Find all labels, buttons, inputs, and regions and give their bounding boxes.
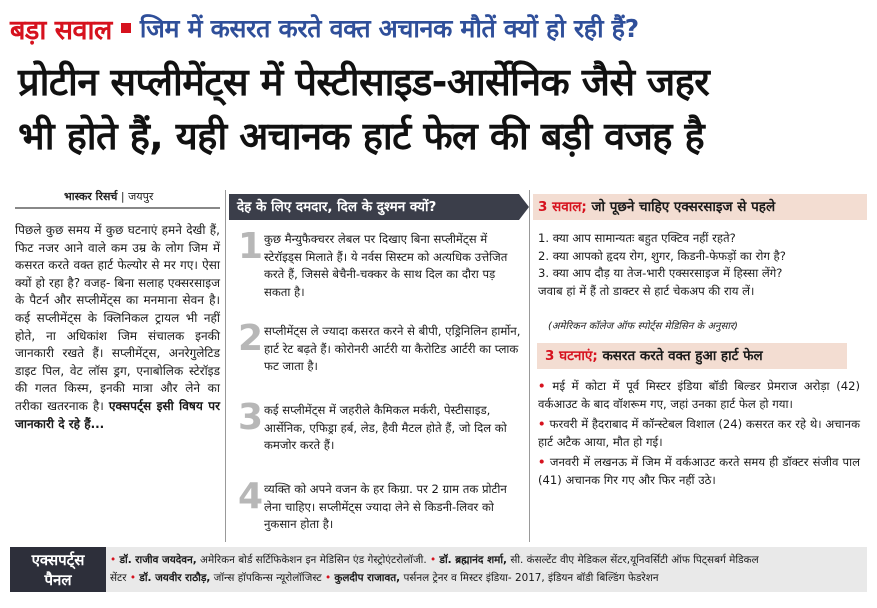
incident-text: फरवरी में हैदराबाद में कॉन्स्टेबल विशाल (24) कसरत कर रहे थे। अचानक हार्ट अटैक आया, मौत हो गई।	[538, 417, 860, 449]
incident-text: मई में कोटा में पूर्व मिस्टर इंडिया बॉडी बिल्डर प्रेमराज अरोड़ा (42) वर्कआउट के बाद वॉशरूम गए, जहां उनका हार्ट फेल हो गया।	[538, 379, 860, 411]
expert-credential: सी. कंसल्टेंट वीए मेडिकल सेंटर,यूनिवर्सिटी ऑफ पिट्सबर्ग मेडिकल	[510, 554, 759, 566]
question-item: 3. क्या आप दौड़ या तेज-भारी एक्सरसाइज में हिस्सा लेंगे?	[538, 266, 783, 280]
byline-separator: |	[120, 190, 129, 203]
questions-heading-text: जो पूछने चाहिए एक्सरसाइज से पहले	[591, 199, 776, 215]
bullet-icon: •	[110, 554, 120, 566]
expert-name: डॉ. जयवीर राठौड़,	[139, 572, 211, 584]
reason-text: कुछ मैन्युफैक्चरर लेबल पर दिखाए बिना सप्लीमेंट्स में स्टेरॉइड्स मिलाते हैं। ये नर्वस सिस्टम को अत्यधिक उत्तेजित करते हैं, जिससे बेचैनी-चक्कर के साथ दिल का दौरा पड़ सकता है।	[264, 232, 508, 299]
bullet-icon: •	[429, 554, 440, 566]
experts-badge-line-1: एक्सपर्ट्स	[31, 551, 85, 569]
incident-item	[538, 416, 860, 451]
expert-credential: पर्सनल ट्रेनर व मिस्टर इंडिया- 2017, इंडियन बॉडी बिल्डिंग फेडरेशन	[403, 572, 659, 584]
reason-text: कई सप्लीमेंट्स में जहरीले कैमिकल मर्करी, पेस्टीसाइड, आर्सेनिक, एफिड्रा हर्ब, लेड, हैवी मैटल होते हैं, जो दिल को कमजोर करते हैं।	[264, 403, 507, 452]
bullet-icon: •	[129, 572, 140, 584]
kicker-question: जिम में कसरत करते वक्त अचानक मौतें क्यों हो रही हैं?	[139, 14, 639, 43]
expert-credential: अमेरिकन बोर्ड सर्टिफिकेशन इन मेडिसिन एंड गेस्ट्रोएंटरोलॉजी.	[200, 554, 427, 566]
byline	[64, 189, 153, 204]
experts-list	[110, 551, 862, 587]
experts-badge-line-2: पैनल	[44, 571, 72, 589]
bullet-icon: •	[538, 379, 553, 393]
expert-name: डॉ. राजीव जयदेवन,	[119, 554, 197, 566]
reason-text: व्यक्ति को अपने वजन के हर किग्रा. पर 2 ग्राम तक प्रोटीन लेना चाहिए। सप्लीमेंट्स ज्यादा लेने से किडनी-लिवर को नुकसान होता है।	[264, 482, 507, 531]
experts-line-2	[110, 569, 862, 587]
bullet-icon: •	[538, 455, 550, 469]
headline-line-2: भी होते हैं, यही अचानक हार्ट फेल की बड़ी वजह है	[18, 114, 705, 158]
expert-credential: सेंटर	[110, 572, 127, 584]
incident-item	[538, 454, 860, 489]
intro-body: पिछले कुछ समय में कुछ घटनाएं हमने देखी हैं, फिट नजर आने वाले कम उम्र के लोग जिम में कसरत करते वक्त हार्ट फेल्योर से मर गए। ऐसा क्यों हो रहा है? वजह- बिना सलाह एक्सरसाइज के पैटर्न और सप्लीमेंट्स का मनमाना सेवन है। कई सप्लीमेंट्स के क्लिनिकल ट्रायल भी नहीं होते, ना अधिकांश जिम संचालक इनकी जानकारी रखते हैं। सप्लीमेंट्स, अनरेगुलेटिड डाइट पिल, वेट लॉस ड्रग, एनाबोलिक स्टेरॉइड की गलत किस्म, इनकी मात्रा और लेने का तरीका खतरनाक है।	[15, 223, 220, 413]
incidents-heading	[537, 343, 847, 369]
questions-heading	[538, 194, 775, 220]
question-item: 1. क्या आप सामान्यतः बहुत एक्टिव नहीं रहते?	[538, 231, 736, 245]
column-divider-right	[529, 190, 530, 542]
question-item: 2. क्या आपको हृदय रोग, शुगर, किडनी-फेफड़ों का रोग है?	[538, 248, 786, 263]
middle-heading: देह के लिए दमदार, दिल के दुश्मन क्यों?	[229, 194, 519, 220]
headline	[18, 55, 868, 163]
reason-number: 3	[238, 397, 264, 438]
reason-number: 1	[238, 226, 264, 267]
incidents-heading-text: कसरत करते वक्त हुआ हार्ट फेल	[602, 348, 763, 364]
experts-line-1	[110, 551, 862, 569]
expert-credential: जॉन्स हॉपकिन्स न्यूरोलॉजिस्ट	[213, 572, 322, 584]
byline-author: भास्कर रिसर्च	[64, 190, 118, 203]
reason-number: 4	[238, 476, 264, 517]
incidents-heading-count: 3 घटनाएं;	[545, 348, 598, 364]
experts-panel-badge	[10, 547, 106, 592]
expert-name: डॉ. ब्रह्मानंद शर्मा,	[439, 554, 507, 566]
intro-column	[15, 222, 220, 433]
incident-item	[538, 378, 860, 413]
bullet-icon: •	[538, 417, 550, 431]
intro-closing: एक्सपर्ट्स इसी विषय पर जानकारी दे रहे हैं...	[15, 398, 220, 431]
headline-line-1: प्रोटीन सप्लीमेंट्स में पेस्टीसाइड-आर्सेनिक जैसे जहर	[18, 60, 710, 104]
bullet-icon: •	[324, 572, 335, 584]
middle-heading-arrow-icon	[519, 194, 529, 220]
kicker	[10, 8, 867, 48]
kicker-label: बड़ा सवाल	[10, 14, 112, 46]
questions-list	[538, 230, 868, 300]
column-divider-left	[225, 190, 226, 542]
expert-name: कुलदीप राजावत,	[334, 572, 401, 584]
byline-divider	[15, 207, 220, 209]
byline-place: जयपुर	[128, 190, 154, 203]
questions-heading-count: 3 सवाल;	[538, 199, 587, 215]
kicker-square-icon	[121, 23, 131, 33]
questions-source-note: (अमेरिकन कॉलेज ऑफ स्पोर्ट्स मेडिसिन के अनुसार)	[548, 321, 738, 332]
reason-text: सप्लीमेंट्स ले ज्यादा कसरत करने से बीपी, एड्रिनिलिन हार्मोन, हार्ट रेट बढ़ते हैं। कोरोनरी आर्टरी या कैरोटिड आर्टरी का प्लाक फट जाता है।	[264, 324, 521, 373]
incident-text: जनवरी में लखनऊ में जिम में वर्कआउट करते समय ही डॉक्टर संजीव पाल (41) अचानक गिर गए और फिर नहीं उठे।	[538, 455, 860, 487]
question-answer: जवाब हां में हैं तो डाक्टर से हार्ट चेकअप की राय लें।	[538, 283, 755, 298]
incidents-list	[538, 378, 860, 492]
reason-number: 2	[238, 318, 264, 359]
